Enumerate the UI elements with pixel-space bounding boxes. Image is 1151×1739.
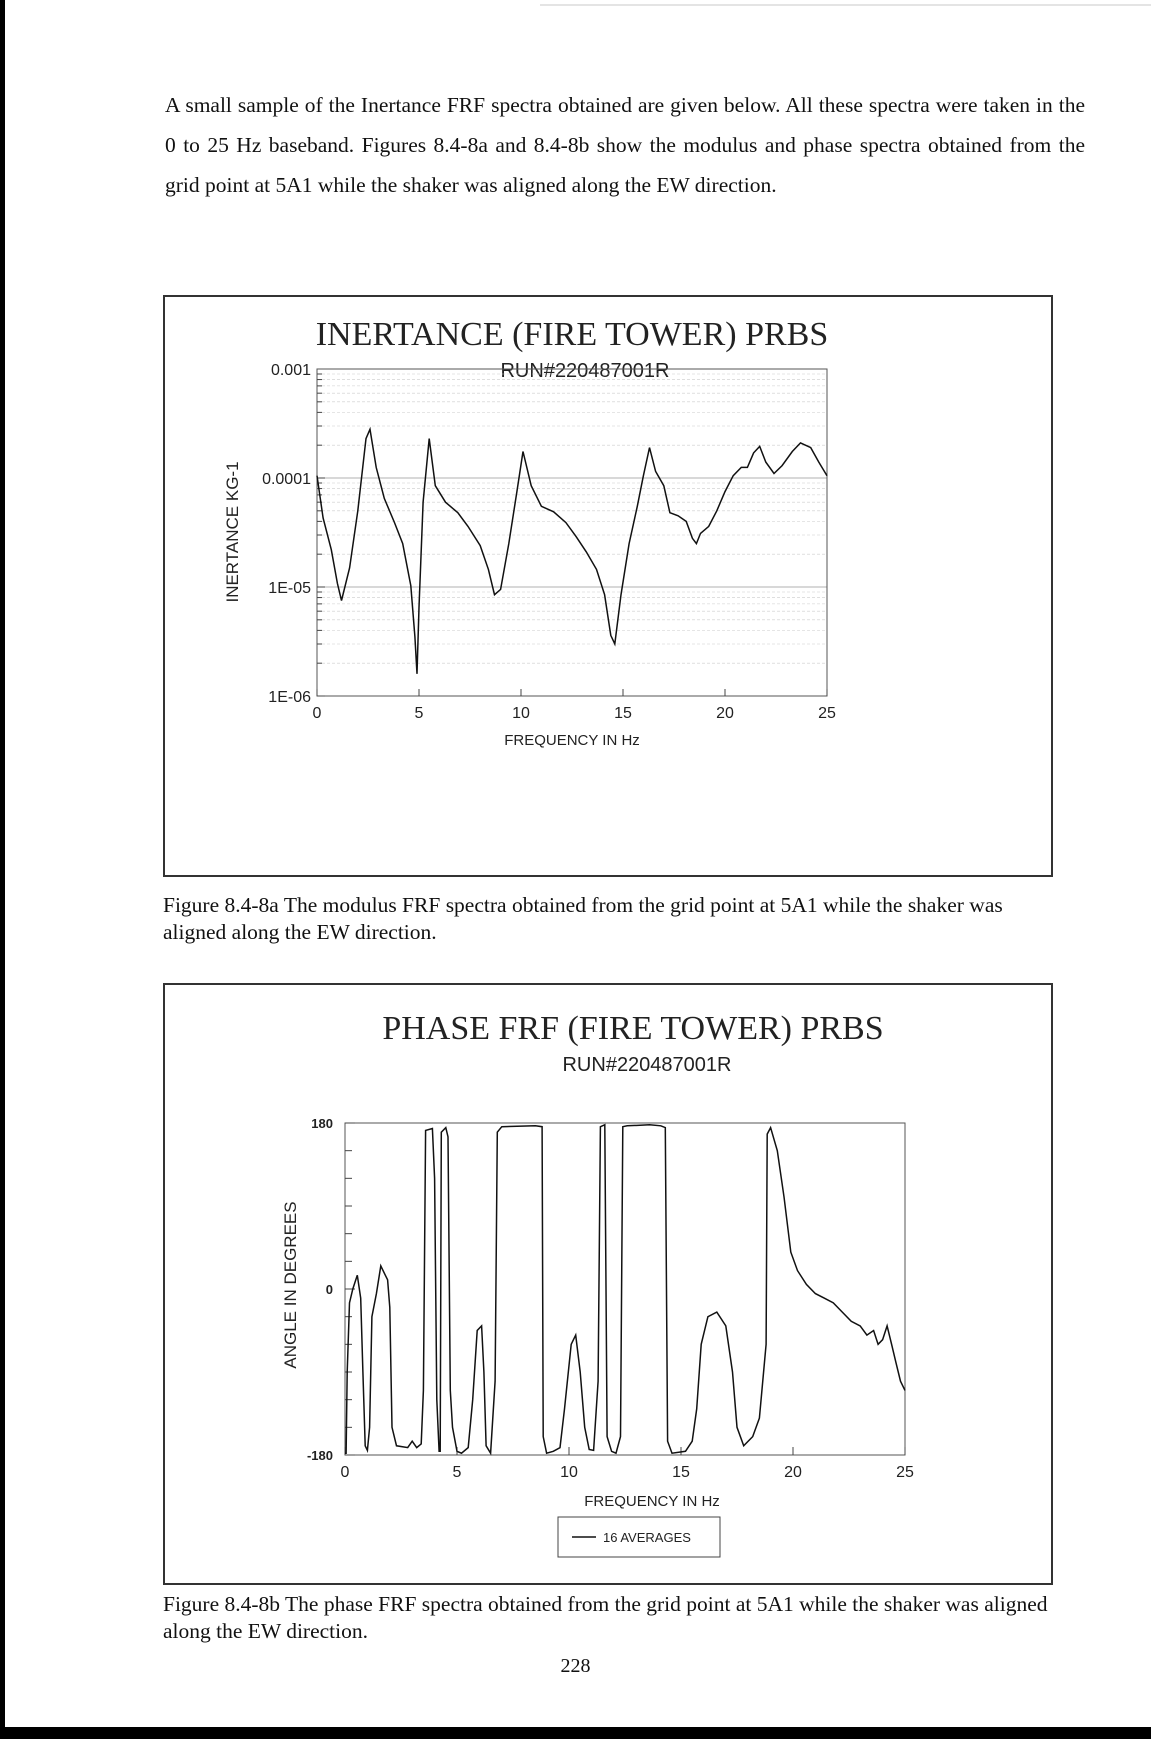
x-tick-label: 5 — [452, 1464, 462, 1481]
figure-a-frame — [163, 295, 1053, 877]
chart-b-legend — [558, 1517, 720, 1557]
y-tick-label: 0.0001 — [262, 471, 311, 488]
chart-b-y-ticks — [307, 1116, 355, 1463]
x-tick-label: 15 — [672, 1464, 690, 1481]
chart-b-subtitle: RUN#220487001R — [562, 1054, 732, 1076]
x-tick-label: 0 — [312, 705, 322, 722]
inertance-chart — [165, 297, 1051, 875]
y-tick-label: 180 — [311, 1116, 333, 1131]
chart-a-y-axis-label: INERTANCE KG-1 — [223, 461, 242, 603]
bottom-margin-rule — [0, 1727, 1151, 1739]
left-margin-rule — [0, 0, 5, 1739]
chart-b-x-axis-label: FREQUENCY IN Hz — [584, 1493, 720, 1510]
figure-b-caption: Figure 8.4-8b The phase FRF spectra obtained from the grid point at 5A1 while the shaker was aligned along the EW direction. — [163, 1592, 1048, 1643]
chart-b-y-axis-label: ANGLE IN DEGREES — [281, 1201, 300, 1369]
chart-a-x-ticks — [313, 689, 836, 722]
chart-a-modulus-line — [317, 429, 827, 674]
x-tick-label: 10 — [560, 1464, 578, 1481]
y-tick-label: -180 — [306, 1448, 333, 1463]
top-scan-line — [540, 4, 1151, 6]
chart-a-y-ticks — [262, 362, 325, 706]
x-tick-label: 0 — [340, 1464, 350, 1481]
y-tick-label: 0 — [325, 1282, 333, 1297]
x-tick-label: 25 — [896, 1464, 914, 1481]
y-tick-label: 1E-06 — [268, 689, 311, 706]
page-number: 228 — [560, 1655, 591, 1677]
x-tick-label: 20 — [716, 705, 734, 722]
chart-a-x-axis-label: FREQUENCY IN Hz — [504, 732, 640, 749]
chart-b-plot-border — [345, 1123, 905, 1455]
chart-b-phase-line — [345, 1125, 905, 1453]
x-tick-label: 5 — [414, 705, 424, 722]
chart-a-subtitle: RUN#220487001R — [500, 360, 670, 382]
y-tick-label: 1E-05 — [268, 580, 311, 597]
phase-chart — [165, 985, 1051, 1583]
figure-b-frame — [163, 983, 1053, 1585]
intro-paragraph: A small sample of the Inertance FRF spectra obtained are given below. All these spectra were taken in the 0 to 25 Hz baseband. Figures 8.4-8a and 8.4-8b show the modulus and phase spectra obtained from the grid point at 5A1 while the shaker was aligned along the EW direction. — [165, 93, 1085, 197]
chart-b-title: PHASE FRF (FIRE TOWER) PRBS — [382, 1010, 884, 1047]
chart-b-x-ticks — [341, 1447, 914, 1481]
x-tick-label: 20 — [784, 1464, 802, 1481]
x-tick-label: 10 — [512, 705, 530, 722]
y-tick-label: 0.001 — [270, 362, 311, 379]
chart-a-title: INERTANCE (FIRE TOWER) PRBS — [315, 316, 829, 353]
x-tick-label: 15 — [614, 705, 632, 722]
figure-a-caption: Figure 8.4-8a The modulus FRF spectra obtained from the grid point at 5A1 while the shaker was aligned along the EW direction. — [163, 893, 1003, 944]
legend-entry-label: 16 AVERAGES — [603, 1530, 691, 1545]
x-tick-label: 25 — [818, 705, 836, 722]
chart-a-gridlines — [317, 374, 827, 696]
chart-a-plot-border — [317, 369, 827, 696]
